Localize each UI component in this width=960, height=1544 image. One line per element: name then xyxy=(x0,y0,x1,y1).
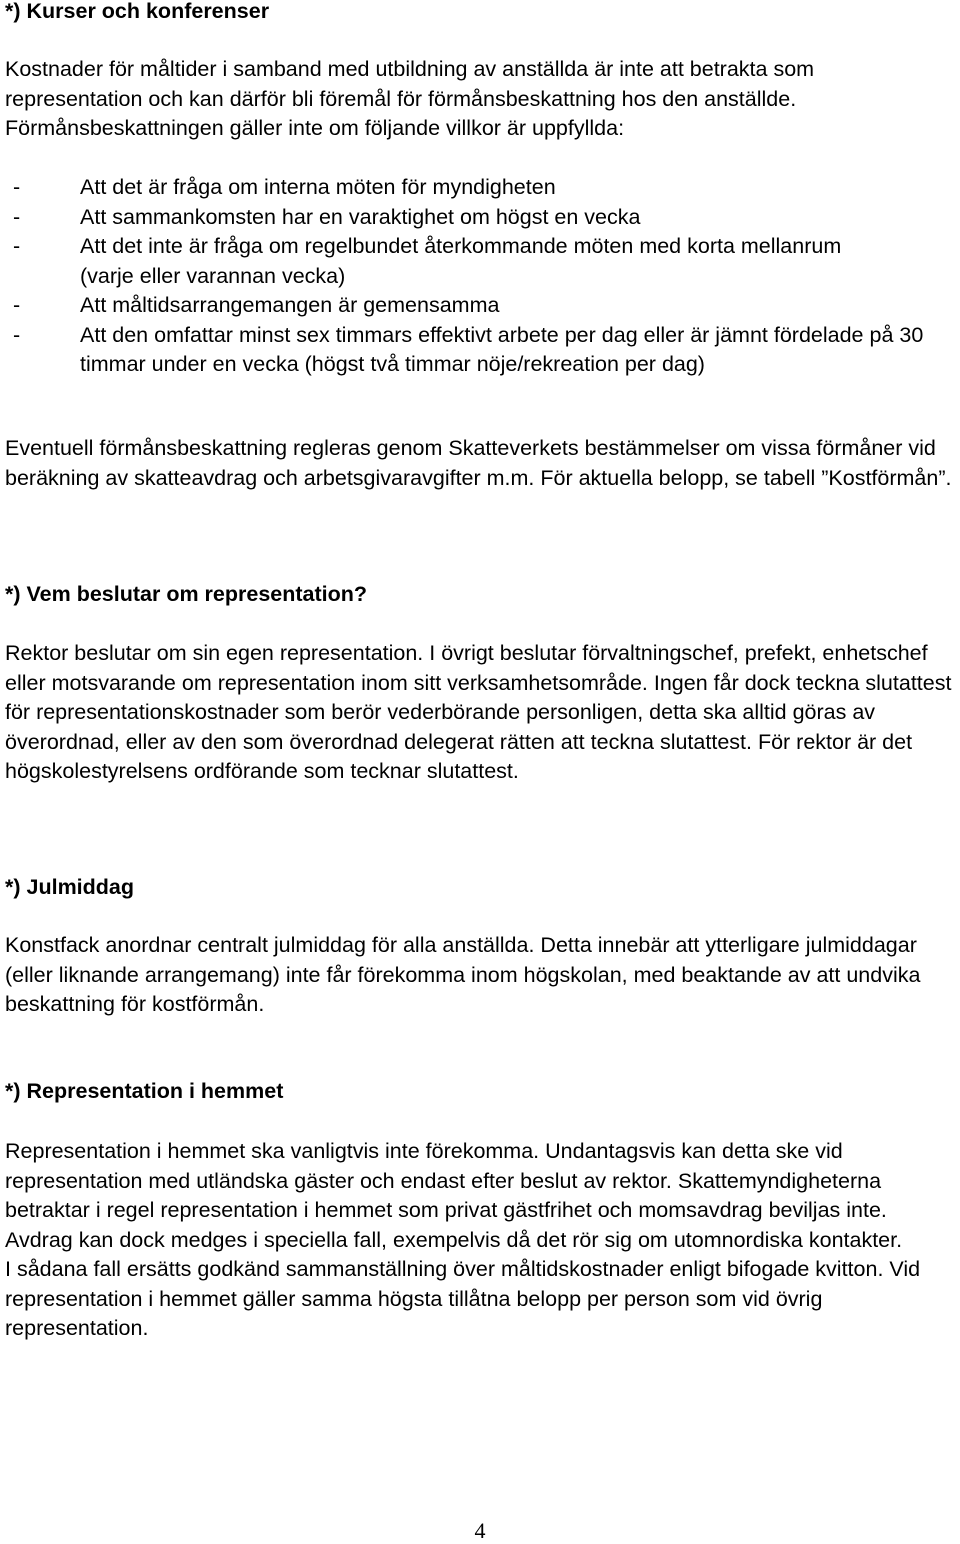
dash-bullet: - xyxy=(13,175,21,199)
page-number: 4 xyxy=(474,1518,486,1543)
list-item xyxy=(5,232,957,291)
section-hemmet xyxy=(5,1077,957,1107)
section-kurser xyxy=(5,0,957,27)
condition-text: Att det är fråga om interna möten för myndigheten xyxy=(80,175,556,199)
heading-hemmet: *) Representation i hemmet xyxy=(5,1079,284,1103)
kurser-intro: Kostnader för måltider i samband med utbildning av anställda är inte att betrakta som representation och kan därför bli föremål för förmånsbeskattning hos den anställde. Förmånsbeskattningen gäller inte om följande villkor är uppfyllda: xyxy=(5,57,815,140)
julmiddag-body-block xyxy=(5,931,957,1020)
list-item xyxy=(5,173,957,203)
dash-bullet: - xyxy=(13,204,21,229)
hemmet-paragraph-2: I sådana fall ersätts godkänd sammanställning över måltidskostnader enligt bifogade kvitton. Vid representation i hemmet gäller samma högsta tillåtna belopp per person som vid övrig representation. xyxy=(5,1257,921,1340)
kurser-conditions-block xyxy=(5,173,957,380)
section-julmiddag xyxy=(5,873,957,903)
heading-julmiddag: *) Julmiddag xyxy=(5,875,135,899)
condition-text: Att det inte är fråga om regelbundet återkommande möten med korta mellanrum (varje eller varannan vecka) xyxy=(80,234,842,288)
hemmet-body-block xyxy=(5,1137,957,1344)
list-item xyxy=(5,291,957,321)
dash-bullet: - xyxy=(13,234,21,258)
heading-vem-beslutar: *) Vem beslutar om representation? xyxy=(5,582,368,606)
vem-beslutar-body-block xyxy=(5,639,960,787)
condition-text: Att den omfattar minst sex timmars effektivt arbete per dag eller är jämnt fördelade på 30 timmar under en vecka (högst två timmar nöje/rekreation per dag) xyxy=(80,322,924,376)
heading-kurser: *) Kurser och konferenser xyxy=(5,0,270,23)
list-item xyxy=(5,203,957,233)
julmiddag-body: Konstfack anordnar centralt julmiddag för alla anställda. Detta innebär att ytterligare julmiddagar (eller liknande arrangemang) inte får förekomma inom högskolan, med beaktande av att undvika beskattning för kostförmån. xyxy=(5,933,921,1016)
condition-text: Att sammankomsten har en varaktighet om högst en vecka xyxy=(80,204,641,229)
kurser-closing: Eventuell förmånsbeskattning regleras genom Skatteverkets bestämmelser om vissa förmåner vid beräkning av skatteavdrag och arbetsgivaravgifter m.m. För aktuella belopp, se tabell ”Kostförmån”. xyxy=(5,436,952,490)
dash-bullet: - xyxy=(13,322,21,347)
hemmet-paragraph-1: Representation i hemmet ska vanligtvis inte förekomma. Undantagsvis kan detta ske vid representation med utländska gäster och endast efter beslut av rektor. Skattemyndigheterna betraktar i regel representation i hemmet som privat gästfrihet och momsavdrag beviljas inte. Avdrag kan dock medges i speciella fall, exempelvis då det rör sig om utomnordiska kontakter. xyxy=(5,1139,903,1252)
kurser-intro-block xyxy=(5,55,957,144)
conditions-list xyxy=(5,173,957,380)
list-item xyxy=(5,321,957,380)
dash-bullet: - xyxy=(13,293,21,317)
vem-beslutar-body: Rektor beslutar om sin egen representation. I övrigt beslutar förvaltningschef, prefekt, enhetschef eller motsvarande om representation inom sitt verksamhetsområde. Ingen får dock teckna slutattest för representationskostnader som berör vederbörande personligen, detta ska alltid göras av överordnad, eller av den som överordnad delegerat rätten att teckna slutattest. För rektor är det högskolestyrelsens ordförande som tecknar slutattest. xyxy=(5,641,952,783)
section-vem-beslutar xyxy=(5,580,957,610)
kurser-closing-block xyxy=(5,434,957,493)
condition-text: Att måltidsarrangemangen är gemensamma xyxy=(80,293,500,317)
